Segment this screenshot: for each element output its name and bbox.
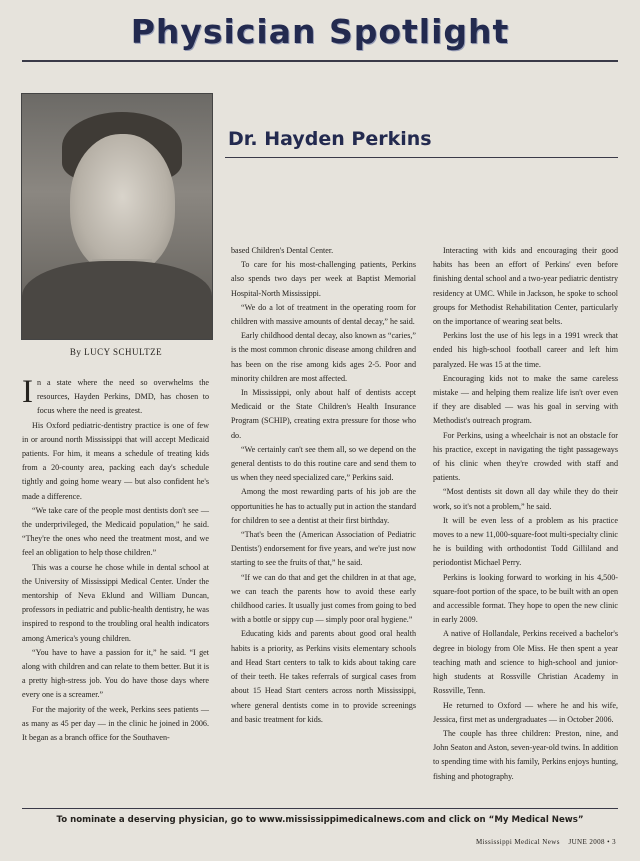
paragraph: “We take care of the people most dentists don't see — the underprivileged, the Medicaid population,” he said. “They're the ones who need the treatment most, and we feel an obligation to help those children.” [22, 505, 209, 558]
page-number: 3 [612, 838, 616, 846]
paragraph: Encouraging kids not to make the same careless mistake — and helping them realize life isn't over even if they are disabled — was his goal in serving with Methodist's outreach program. [433, 373, 618, 426]
paragraph: For Perkins, using a wheelchair is not an obstacle for his practice, except in navigating the tight passageways of his clinic when they're crowded with staff and patients. [433, 430, 618, 483]
headline-divider [225, 157, 618, 158]
paragraph: He returned to Oxford — where he and his wife, Jessica, first met as undergraduates — in October 2006. [433, 700, 618, 724]
paragraph [22, 376, 209, 419]
paragraph: For the majority of the week, Perkins sees patients — as many as 45 per day — in the clinic he joined in 2006. It began as a branch office for the Southaven- [22, 704, 209, 743]
paragraph: “That's been the (American Association of Pediatric Dentists') endorsement for five years, and we're just now starting to see the fruits of that,” he said. [231, 530, 416, 568]
article-headline: Dr. Hayden Perkins [228, 128, 432, 150]
paragraph: Educating kids and parents about good oral health habits is a priority, as Perkins visits elementary schools and Head Start centers to talk to kids about taking care of their teeth. He takes referrals of surgical cases from about 15 Head Start centers across north Mississippi, where general dentists come in to provide screenings and basic treatment for kids. [231, 629, 416, 724]
folio-bullet: • [607, 838, 613, 846]
paragraph: This was a course he chose while in dental school at the University of Mississippi Medical Center. Under the mentorship of Neva Eklund and William Duncan, professors in pediatric and public-health dentistry, he was inspired to respond to the troubling oral health indicators among America's young children. [22, 562, 209, 643]
paragraph: “You have to have a passion for it,” he said. “I get along with children and can relate to them better. But it is a pretty high-stress job. You do have those days where every one is a screamer.” [22, 647, 209, 700]
paragraph: Perkins lost the use of his legs in a 1991 wreck that ended his high-school football career and left him paralyzed. He was 15 at the time. [433, 331, 618, 369]
article-column-1 [22, 376, 209, 745]
paragraph: based Children's Dental Center. [231, 246, 334, 255]
paragraph: “We do a lot of treatment in the operating room for children with massive amounts of dental decay,” he said. [231, 302, 416, 327]
folio [476, 838, 616, 846]
paragraph-text: n a state where the need so overwhelms the resources, Hayden Perkins, DMD, has chosen to focus where the need is greatest. [37, 378, 209, 416]
paragraph: His Oxford pediatric-dentistry practice is one of few in or around north Mississippi that will accept Medicaid patients. For him, it means a schedule of treating kids from a 20-county area, packing each day's schedule tightly and going home weary — but also confident he's made a difference. [22, 420, 209, 501]
paragraph: In Mississippi, only about half of dentists accept Medicaid or the State Children's Health Insurance Program (SCHIP), creating extra pressure for those who do. [231, 388, 416, 440]
paragraph: Among the most rewarding parts of his job are the opportunities he has to actually put in action the standard for children to see a dentist at their first birthday. [231, 487, 416, 525]
paragraph: A native of Hollandale, Perkins received a bachelor's degree in biology from Ole Miss. He then spent a year teaching math and science to high-school and junior-high students at Rossville Christian Academy in Rossville, Tenn. [433, 629, 618, 696]
portrait-shirt [22, 261, 212, 339]
paragraph: Perkins is looking forward to working in his 4,500-square-foot portion of the space, to be built with an open and accessible format. They hope to open the new clinic in early 2009. [433, 572, 618, 625]
paragraph: It will be even less of a problem as his practice moves to a new 11,000-square-foot multi-specialty clinic he is building with orthodontist Todd Gilliland and periodontist Michael Perry. [433, 515, 618, 568]
byline: By LUCY SCHULTZE [69, 347, 163, 357]
paragraph: The couple has three children: Preston, nine, and John Seaton and Aston, seven-year-old twins. In addition to spending time with his family, Perkins enjoys hunting, fishing and photography. [433, 728, 618, 781]
paragraph: “Most dentists sit down all day while they do their work, so it's not a problem,” he said. [433, 487, 618, 511]
nomination-callout: To nominate a deserving physician, go to www.mississippimedicalnews.com and click on “My Medical News” [56, 815, 584, 825]
portrait-photo [21, 93, 213, 340]
publication-name: Mississippi Medical News [475, 838, 560, 846]
page-title: Physician Spotlight [130, 12, 510, 51]
footer-divider [22, 808, 618, 809]
paragraph: Early childhood dental decay, also known as “caries,” is the most common chronic disease among children and has been on the rise among kids ages 2-5. Poor and minority children are most affected. [231, 331, 416, 383]
paragraph: To care for his most-challenging patients, Perkins also spends two days per week at Baptist Memorial Hospital-North Mississippi. [231, 260, 416, 298]
folio-separator [562, 838, 566, 846]
portrait-face [70, 134, 175, 274]
paragraph: “We certainly can't see them all, so we depend on the general dentists to do this routine care and send them to us when they need specialized care,” Perkins said. [231, 444, 416, 483]
header-divider [22, 60, 618, 62]
issue-date: JUNE 2008 [568, 838, 605, 846]
article-column-3 [433, 244, 618, 784]
paragraph: “If we can do that and get the children in at that age, we can teach the parents how to avoid these early childhood caries. It usually just comes from going to bed with a bottle or sippy cup — simply poor oral hygiene.” [231, 572, 416, 625]
article-column-2 [231, 244, 416, 727]
drop-cap: I [22, 374, 33, 410]
paragraph: Interacting with kids and encouraging their good habits has been an effort of Perkins' even before finishing dental school and a two-year pediatric dentistry residency at UMC. While in Jackson, he spoke to school groups for Methodist Rehabilitation Center, particularly on the importance of wearing seat belts. [433, 246, 618, 327]
